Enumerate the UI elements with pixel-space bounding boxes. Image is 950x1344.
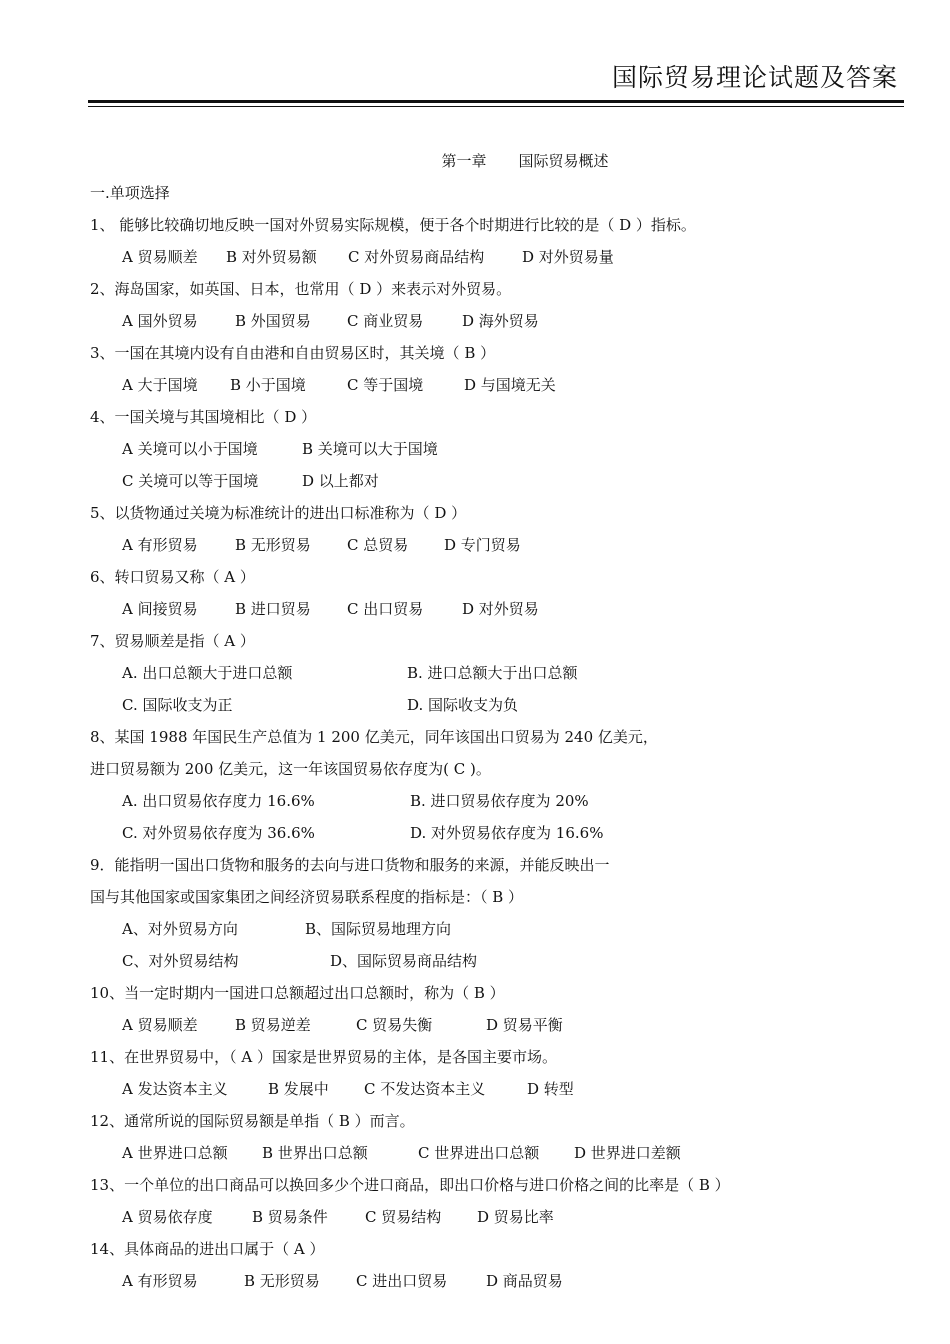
question-1-stem: 1、 能够比较确切地反映一国对外贸易实际规模，便于各个时期进行比较的是（ D ）指标。 (90, 216, 696, 234)
question-4-options-row (90, 433, 870, 465)
question-11-options-row (90, 1073, 870, 1105)
question-14-option: C 进出口贸易 (356, 1272, 448, 1290)
question-9-options-row (90, 913, 870, 945)
question-5-options-row (90, 529, 870, 561)
chapter-number: 第一章 (441, 152, 487, 170)
question-10-option: D 贸易平衡 (486, 1016, 563, 1034)
question-9-stem-line-2: 国与其他国家或国家集团之间经济贸易联系程度的指标是：（ B ） (90, 888, 524, 906)
question-1-options-row (90, 241, 870, 273)
question-7-stem: 7、贸易顺差是指（ A ） (90, 632, 255, 650)
question-8-option: B. 进口贸易依存度为 20% (410, 792, 589, 810)
question-list (90, 209, 870, 1297)
question-7-option: A. 出口总额大于进口总额 (122, 664, 293, 682)
question-10-stem: 10、当一定时期内一国进口总额超过出口总额时，称为（ B ） (90, 984, 505, 1002)
question-6-stem: 6、转口贸易又称（ A ） (90, 568, 255, 586)
question-3-stem: 3、一国在其境内设有自由港和自由贸易区时，其关境（ B ） (90, 344, 496, 362)
question-4-option: D 以上都对 (302, 472, 379, 490)
question-6-option: A 间接贸易 (122, 600, 198, 618)
question-8-option: D. 对外贸易依存度为 16.6% (410, 824, 604, 842)
question-12-stem: 12、通常所说的国际贸易额是单指（ B ）而言。 (90, 1112, 415, 1130)
header-rule-thick (88, 100, 904, 103)
question-1-option: B 对外贸易额 (226, 248, 317, 266)
question-2-option: B 外国贸易 (235, 312, 311, 330)
question-6-option: D 对外贸易 (462, 600, 539, 618)
question-7-option: D. 国际收支为负 (407, 696, 519, 714)
question-8-option: C. 对外贸易依存度为 36.6% (122, 824, 315, 842)
question-10-option: B 贸易逆差 (235, 1016, 311, 1034)
question-2-option: C 商业贸易 (347, 312, 424, 330)
question-11-stem: 11、在世界贸易中，（ A ）国家是世界贸易的主体，是各国主要市场。 (90, 1048, 557, 1066)
question-4-option: C 关境可以等于国境 (122, 472, 259, 490)
question-14-option: D 商品贸易 (486, 1272, 563, 1290)
question-12-options-row (90, 1137, 870, 1169)
question-5-option: B 无形贸易 (235, 536, 311, 554)
question-9-stem-line-1: 9．能指明一国出口货物和服务的去向与进口货物和服务的来源，并能反映出一 (90, 856, 610, 874)
question-3-option: D 与国境无关 (464, 376, 556, 394)
question-9-option: D、国际贸易商品结构 (330, 952, 478, 970)
question-13-stem: 13、一个单位的出口商品可以换回多少个进口商品，即出口价格与进口价格之间的比率是（ B ） (90, 1176, 730, 1194)
question-11-option: B 发展中 (268, 1080, 329, 1098)
question-9-option: C、对外贸易结构 (122, 952, 239, 970)
question-7-options-row (90, 689, 870, 721)
question-8-options-row (90, 817, 870, 849)
question-3-options-row (90, 369, 870, 401)
question-11-option: A 发达资本主义 (122, 1080, 228, 1098)
question-4-option: A 关境可以小于国境 (122, 440, 258, 458)
question-5-option: C 总贸易 (347, 536, 409, 554)
question-2-stem: 2、海岛国家，如英国、日本，也常用（ D ）来表示对外贸易。 (90, 280, 512, 298)
question-12-option: D 世界进口差额 (574, 1144, 681, 1162)
question-8-stem-line-1: 8、某国 1988 年国民生产总值为 1 200 亿美元，同年该国出口贸易为 240 亿美元， (90, 728, 658, 746)
question-8-stem-line-2: 进口贸易额为 200 亿美元，这一年该国贸易依存度为( C )。 (90, 760, 491, 778)
question-5-stem: 5、以货物通过关境为标准统计的进出口标准称为（ D ） (90, 504, 467, 522)
question-12-option: C 世界进出口总额 (418, 1144, 540, 1162)
question-13-options-row (90, 1201, 870, 1233)
question-9-option: B、国际贸易地理方向 (305, 920, 452, 938)
question-2-option: D 海外贸易 (462, 312, 539, 330)
question-6-option: C 出口贸易 (347, 600, 424, 618)
question-14-option: B 无形贸易 (244, 1272, 320, 1290)
question-14-stem: 14、具体商品的进出口属于（ A ） (90, 1240, 325, 1258)
question-10-option: C 贸易失衡 (356, 1016, 433, 1034)
question-4-option: B 关境可以大于国境 (302, 440, 438, 458)
question-5-option: A 有形贸易 (122, 536, 198, 554)
question-8-option: A. 出口贸易依存度力 16.6% (122, 792, 315, 810)
question-4-options-row (90, 465, 870, 497)
question-10-options-row (90, 1009, 870, 1041)
question-4-stem: 4、一国关境与其国境相比（ D ） (90, 408, 317, 426)
question-7-option: C. 国际收支为正 (122, 696, 233, 714)
document-title: 国际贸易理论试题及答案 (611, 63, 898, 92)
question-5-option: D 专门贸易 (444, 536, 521, 554)
question-2-options-row (90, 305, 870, 337)
question-3-option: A 大于国境 (122, 376, 198, 394)
chapter-name: 国际贸易概述 (518, 152, 609, 170)
question-14-options-row (90, 1265, 870, 1297)
question-13-option: B 贸易条件 (252, 1208, 328, 1226)
section-heading: 一.单项选择 (90, 184, 170, 202)
chapter-heading (90, 145, 870, 177)
question-11-option: C 不发达资本主义 (364, 1080, 486, 1098)
document-body (90, 145, 870, 1297)
question-7-options-row (90, 657, 870, 689)
question-10-option: A 贸易顺差 (122, 1016, 198, 1034)
question-3-option: C 等于国境 (347, 376, 424, 394)
question-13-option: C 贸易结构 (365, 1208, 442, 1226)
question-12-option: A 世界进口总额 (122, 1144, 228, 1162)
question-3-option: B 小于国境 (230, 376, 306, 394)
question-1-option: D 对外贸易量 (522, 248, 614, 266)
question-6-options-row (90, 593, 870, 625)
question-9-option: A、对外贸易方向 (122, 920, 238, 938)
question-13-option: A 贸易依存度 (122, 1208, 213, 1226)
question-9-options-row (90, 945, 870, 977)
question-1-option: A 贸易顺差 (122, 248, 198, 266)
question-11-option: D 转型 (527, 1080, 574, 1098)
question-7-option: B. 进口总额大于出口总额 (407, 664, 578, 682)
question-13-option: D 贸易比率 (477, 1208, 554, 1226)
question-1-option: C 对外贸易商品结构 (348, 248, 485, 266)
question-12-option: B 世界出口总额 (262, 1144, 368, 1162)
question-8-options-row (90, 785, 870, 817)
question-2-option: A 国外贸易 (122, 312, 198, 330)
header-rule-thin (88, 106, 904, 107)
question-14-option: A 有形贸易 (122, 1272, 198, 1290)
question-6-option: B 进口贸易 (235, 600, 311, 618)
